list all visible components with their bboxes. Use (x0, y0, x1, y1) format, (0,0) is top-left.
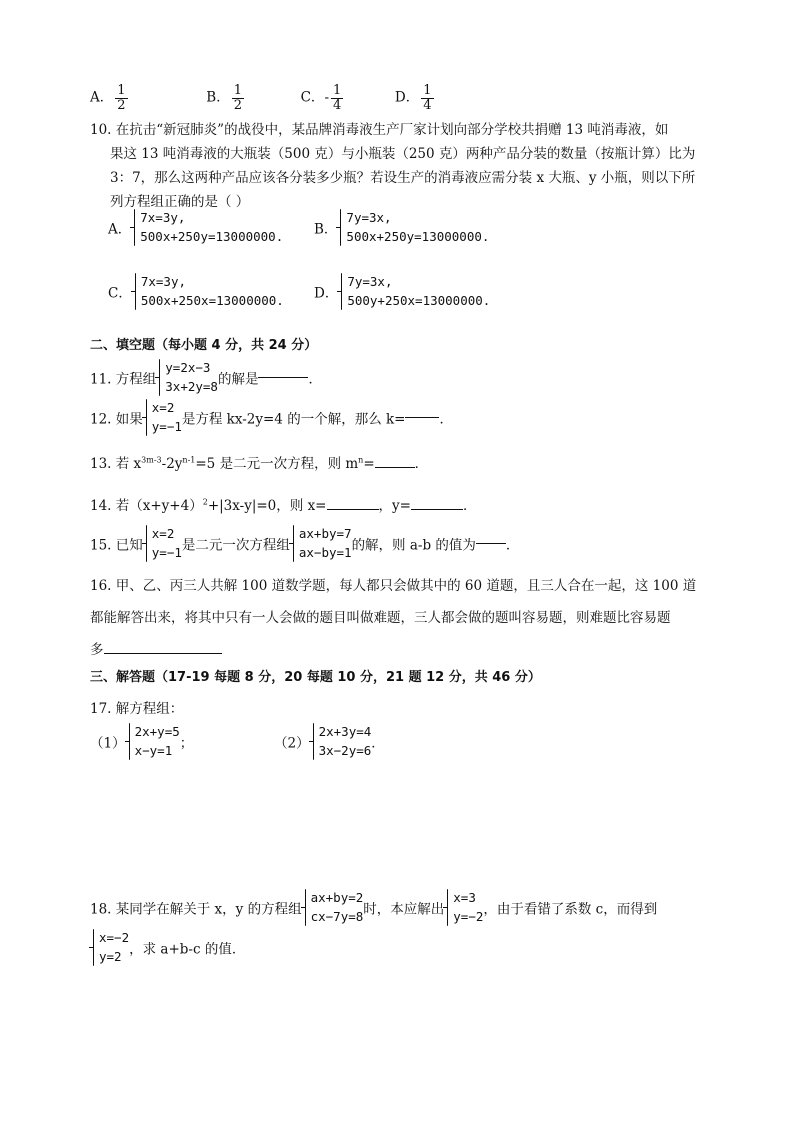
answer-blank[interactable] (476, 543, 506, 544)
option-label: A． (90, 89, 114, 106)
q9-option-a (90, 84, 202, 112)
q10-line: 3：7，那么这两种产品应该各分装多少瓶？若设生产的消毒液应需分装 x 大瓶、y 小瓶，则以下所 (110, 170, 696, 186)
q17-title: 17. 解方程组： (90, 701, 184, 717)
q10-option-d: D． 7y=3x, 500y+250x=13000000. (314, 272, 490, 311)
equation-system: x=−2 y=2 (90, 928, 129, 967)
equation-system: ax+by=2 cx−7y=8 (302, 888, 364, 927)
answer-blank-x[interactable] (327, 509, 379, 510)
q16-line: 16. 甲、乙、丙三人共解 100 道数学题，每人都只会做其中的 60 道题，且三人合在一起，这 100 道 (90, 578, 697, 594)
q17-part-2: （2） 2x+3y=4 3x−2y=6 ． (274, 722, 385, 761)
equation-system: 2x+y=5 x−y=1 (126, 722, 180, 761)
q15: 15. 已知 x=2 y=−1 是二元一次方程组 ax+by=7 ax−by=1 的解，则 a-b 的值为 ． (90, 524, 519, 563)
q16-last-line: 多 (90, 634, 696, 666)
equation-system: ax+by=7 ax−by=1 (290, 524, 352, 563)
q9-option-d (395, 84, 455, 112)
fraction: $\frac{1}{4}$ (333, 83, 342, 113)
q9-option-b (206, 84, 296, 112)
equation-system: x=2 y=−1 (143, 524, 182, 563)
q17-part-1: （1） 2x+y=5 x−y=1 ； (90, 722, 193, 761)
answer-blank[interactable] (375, 467, 415, 468)
option-label: B． (206, 89, 230, 106)
fraction: $\frac{1}{2}$ (233, 83, 242, 113)
equation-system: 7x=3y, 500x+250y=13000000. (131, 208, 283, 247)
answer-blank[interactable] (405, 417, 439, 418)
section-2-title: 二、填空题（每小题 4 分，共 24 分） (90, 338, 318, 353)
q10-option-b: B． 7y=3x, 500x+250y=13000000. (314, 208, 489, 247)
q18-line-2: x=−2 y=2 ，求 a+b-c 的值． (90, 928, 245, 967)
fraction: $\frac{1}{2}$ (117, 83, 126, 113)
equation-system: x=3 y=−2 (444, 888, 483, 927)
q10-line: 果这 13 吨消毒液的大瓶装（500 克）与小瓶装（250 克）两种产品分装的数量（按瓶计算）比为 (110, 146, 696, 162)
answer-blank[interactable] (258, 377, 308, 378)
answer-blank-y[interactable] (411, 509, 463, 510)
q16 (90, 570, 696, 666)
q10-option-a: A． 7x=3y, 500x+250y=13000000. (108, 208, 283, 247)
q14: 14. 若$(x+y+4)^2+|3x-y|=0$，则 x= ，y= ． (90, 497, 477, 514)
answer-blank[interactable] (104, 653, 222, 654)
equation-system: 7y=3x, 500y+250x=13000000. (338, 272, 490, 311)
equation-system: 7y=3x, 500x+250y=13000000. (337, 208, 489, 247)
equation-system: x=2 y=−1 (143, 398, 182, 437)
q10-text (90, 118, 695, 214)
q9-option-c: C．- $\frac{1}{4}$ (300, 83, 342, 113)
equation-system: 7x=3y, 500x+250x=13000000. (132, 272, 284, 311)
q10-line: 10. 在抗击“新冠肺炎”的战役中，某品牌消毒液生产厂家计划向部分学校共捐赠 13 吨消毒液，如 (90, 122, 669, 138)
equation-system: y=2x−3 3x+2y=8 (156, 358, 218, 397)
option-label: D． (394, 89, 420, 106)
equation-system: 2x+3y=4 3x−2y=6 (310, 722, 372, 761)
q9-options (90, 84, 455, 112)
q13: 13. 若 $x^{3m-3}-2y^{n-1}=5$ 是二元一次方程，则 $m^n=$ ． (90, 455, 429, 472)
option-label: C． (300, 89, 325, 106)
q11: 11. 方程组 y=2x−3 3x+2y=8 的解是 ． (90, 358, 322, 397)
q10-line: 列方程组正确的是（ ） (110, 194, 250, 210)
q18-line-1: 18. 某同学在解关于 x，y 的方程组 ax+by=2 cx−7y=8 时，本应解出 x=3 y=−2 ，由于看错了系数 c，而得到 (90, 888, 657, 927)
q10-option-c: C． 7x=3y, 500x+250x=13000000. (108, 272, 284, 311)
q12: 12. 如果 x=2 y=−1 是方程 kx-2y=4 的一个解，那么 k= ． (90, 398, 453, 437)
q16-line: 都能解答出来，将其中只有一人会做的题目叫做难题，三人都会做的题叫容易题，则难题比容易题 (90, 610, 671, 626)
section-3-title: 三、解答题（17-19 每题 8 分，20 每题 10 分，21 题 12 分，共 46 分） (90, 670, 541, 685)
fraction: $\frac{1}{4}$ (423, 83, 432, 113)
